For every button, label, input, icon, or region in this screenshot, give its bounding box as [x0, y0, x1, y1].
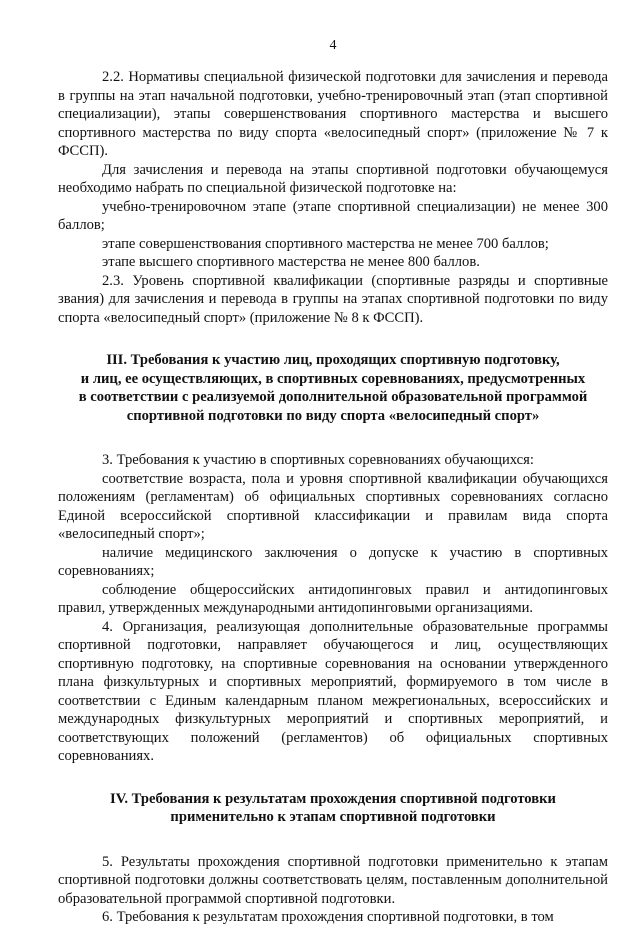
- list-item-improvement-stage: этапе совершенствования спортивного мастерства не менее 700 баллов;: [102, 235, 549, 252]
- heading-line: применительно к этапам спортивной подготовки: [170, 809, 496, 825]
- section-2-standards: [58, 68, 608, 327]
- list-item-antidoping: соблюдение общероссийских антидопинговых правил и антидопинговых правил, утвержденных международными антидопинговыми организациями.: [58, 581, 608, 616]
- paragraph-4: 4. Организация, реализующая дополнительные образовательные программы спортивной подготовки, направляет обучающегося и лиц, осуществляющих спортивную подготовку, на спортивные соревнования на основании утвержденного плана физкультурных и спортивных мероприятий, формируемого в том числе в соответствии с Единым календарным планом межрегиональных, всероссийских и международных физкультурных мероприятий и спортивных мероприятий, и соответствующих положений (регламентов) об официальных спортивных соревнованиях.: [58, 618, 608, 764]
- heading-line: спортивной подготовки по виду спорта «велосипедный спорт»: [126, 407, 540, 424]
- section-heading-4: [58, 790, 608, 827]
- section-3-competitions: [58, 451, 608, 766]
- paragraph-admission-intro: Для зачисления и перевода на этапы спортивной подготовки обучающемуся необходимо набрать по специальной физической подготовке на:: [58, 161, 608, 196]
- heading-line: и лиц, ее осуществляющих, в спортивных соревнованиях, предусмотренных: [80, 370, 586, 387]
- list-item-medical: наличие медицинского заключения о допуске к участию в спортивных соревнованиях;: [58, 544, 608, 579]
- page-number: 4: [329, 38, 337, 53]
- paragraph-3: 3. Требования к участию в спортивных соревнованиях обучающихся:: [102, 452, 534, 468]
- paragraph-6: 6. Требования к результатам прохождения спортивной подготовки, в том: [102, 909, 554, 925]
- list-item-training-stage: учебно-тренировочном этапе (этапе спортивной специализации) не менее 300 баллов;: [58, 198, 608, 233]
- heading-line: в соответствии с реализуемой дополнительной образовательной программой: [78, 389, 588, 405]
- heading-line: IV. Требования к результатам прохождения спортивной подготовки: [110, 790, 556, 807]
- heading-line: III. Требования к участию лиц, проходящих спортивную подготовку,: [106, 352, 560, 368]
- paragraph-5: 5. Результаты прохождения спортивной подготовки применительно к этапам спортивной подготовки должны соответствовать целям, поставленным дополнительной образовательной программой спортивной подготовки.: [58, 853, 608, 907]
- section-heading-3: [58, 351, 608, 425]
- section-4-results: [58, 853, 608, 927]
- list-item-age-gender: соответствие возраста, пола и уровня спортивной квалификации обучающихся положениям (регламентам) об официальных спортивных соревнованиях согласно Единой всероссийской спортивной классификации и правилам вида спорта «велосипедный спорт»;: [58, 470, 608, 542]
- paragraph-2-2: 2.2. Нормативы специальной физической подготовки для зачисления и перевода в группы на этап начальной подготовки, учебно-тренировочный этап (этап спортивной специализации), этапы совершенствования спортивного мастерства и высшего спортивного мастерства по виду спорта «велосипедный спорт» (приложение № 7 к ФССП).: [58, 69, 608, 159]
- list-item-highest-stage: этапе высшего спортивного мастерства не менее 800 баллов.: [102, 254, 480, 270]
- paragraph-2-3: 2.3. Уровень спортивной квалификации (спортивные разряды и спортивные звания) для зачисления и перевода в группы на этапах спортивной подготовки по виду спорта «велосипедный спорт» (приложение № 8 к ФССП).: [58, 272, 608, 326]
